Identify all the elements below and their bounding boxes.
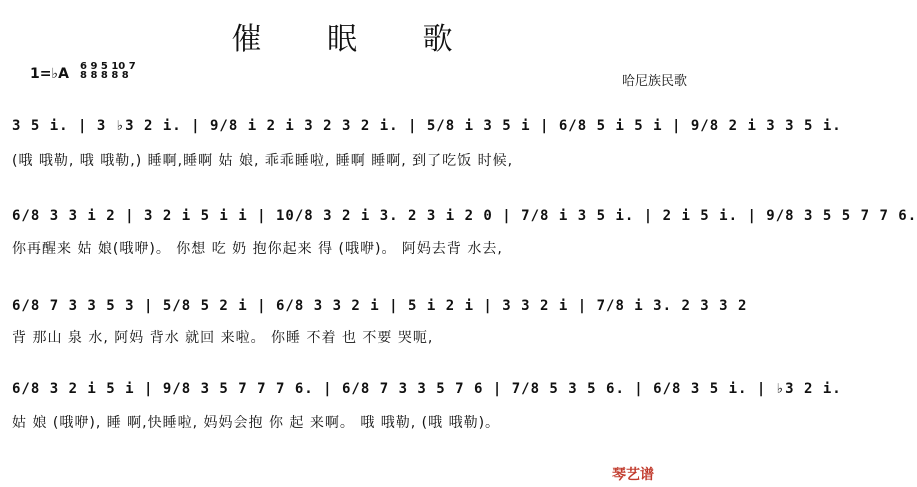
lyric-row-3: 背 那山 泉 水, 阿妈 背水 就回 来啦。 你睡 不着 也 不要 哭呃, (12, 330, 434, 346)
time-signatures: 6 9 5 10 7 8 8 8 8 8 (80, 61, 136, 81)
song-title: 催 眠 歌 (231, 22, 481, 57)
notation-row-4: 6/8 3 2 i 5 i | 9/8 3 5 7 7 7 6. | 6/8 7 3 3 5 7 6 | 7/8 5 3 5 6. | 6/8 3 5 i. | ♭3 2 i. (12, 381, 842, 397)
lyric-row-4: 姑 娘 (哦咿), 睡 啊,快睡啦, 妈妈会抱 你 起 来啊。 哦 哦勒, (哦 哦勒)。 (12, 415, 501, 431)
lyric-row-1: (哦 哦勒, 哦 哦勒,) 睡啊,睡啊 姑 娘, 乖乖睡啦, 睡啊 睡啊, 到了吃饭 时候, (12, 153, 514, 169)
key-signature: 1=♭A (30, 66, 69, 82)
notation-row-3: 6/8 7 3 3 5 3 | 5/8 5 2 i | 6/8 3 3 2 i | 5 i 2 i | 3 3 2 i | 7/8 i 3. 2 3 3 2 (12, 298, 748, 314)
watermark-logo: 琴艺谱 (612, 467, 654, 483)
genre-label: 哈尼族民歌 (622, 74, 688, 89)
lyric-row-2: 你再醒来 姑 娘(哦咿)。 你想 吃 奶 抱你起来 得 (哦咿)。 阿妈去背 水去, (12, 241, 503, 257)
notation-row-2: 6/8 3 3 i 2 | 3 2 i 5 i i | 10/8 3 2 i 3. 2 3 i 2 0 | 7/8 i 3 5 i. | 2 i 5 i. | 9/8 3 5 5 7 7 6. (12, 208, 917, 224)
notation-row-1: 3 5 i. | 3 ♭3 2 i. | 9/8 i 2 i 3 2 3 2 i. | 5/8 i 3 5 i | 6/8 5 i 5 i | 9/8 2 i 3 3 5 i. (12, 118, 842, 134)
